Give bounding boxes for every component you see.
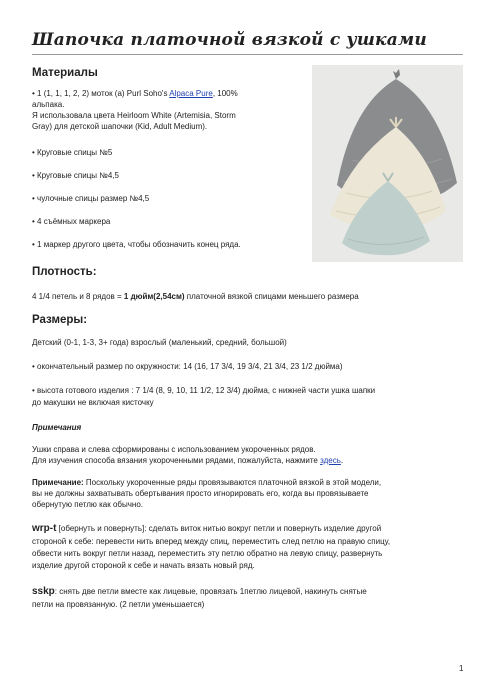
hats-photo	[312, 65, 463, 262]
sskp-definition: петли на провязанную. (2 петли уменьшается)	[32, 600, 205, 609]
materials-heading: Материалы	[32, 67, 98, 79]
wrpt-definition: изделие другой стороной к себе и начать вязать новый ряд.	[32, 561, 255, 570]
sizes-line: • высота готового изделия : 7 1/4 (8, 9, 10, 11 1/2, 12 3/4) дюйма, с нижней части ушка шапки	[32, 386, 376, 395]
notes-line: Ушки справа и слева сформированы с использованием укороченных рядов.	[32, 445, 316, 454]
gauge-heading: Плотность:	[32, 266, 97, 278]
note-paragraph: Примечание: Поскольку укороченные ряды провязываются платочной вязкой в этой модели,	[32, 478, 382, 487]
notes-line: Для изучения способа вязания укороченными рядами, пожалуйста, нажмите здесь.	[32, 456, 344, 465]
material-item: • 4 съёмных маркера	[32, 217, 111, 226]
sskp-definition: sskp: снять две петли вместе как лицевые, провязать 1петлю лицевой, накинуть снятые	[32, 586, 367, 597]
gauge-text: 4 1/4 петель и 8 рядов = 1 дюйм(2,54см) платочной вязкой спицами меньшего размера	[32, 292, 359, 301]
materials-yarn-line: • 1 (1, 1, 1, 2, 2) моток (a) Purl Soho's Alpaca Pure, 100%	[32, 89, 238, 98]
alpaca-pure-link[interactable]: Alpaca Pure	[169, 89, 213, 98]
material-item: • чулочные спицы размер №4,5	[32, 194, 150, 203]
material-item: • 1 маркер другого цвета, чтобы обозначить конец ряда.	[32, 240, 241, 249]
note-paragraph: обернутую петлю как обычно.	[32, 500, 144, 509]
wrpt-definition: wrp-t [обернуть и повернуть]: сделать виток нитью вокруг петли и повернуть изделие другой	[32, 523, 382, 534]
knitted-hats-image	[312, 65, 463, 262]
materials-yarn-line4: Gray) для детской шапочки (Kid, Adult Medium).	[32, 122, 208, 131]
sizes-line: до макушки не включая кисточку	[32, 398, 154, 407]
notes-heading: Примечания	[32, 423, 82, 432]
note-paragraph: вы не должны захватывать обертывания просто игнорировать его, когда вы провязываете	[32, 489, 369, 498]
wrpt-definition: стороной к себе: перевести нить вперед между спиц, переместить след петлю на правую спицу,	[32, 537, 391, 546]
wrpt-definition: обвести нить вокруг петли назад, переместить эту петлю обратно на левую спицу, развернуть	[32, 549, 383, 558]
page-number: 1	[459, 664, 464, 673]
materials-yarn-line2: альпака.	[32, 100, 65, 109]
sizes-line: Детский (0-1, 1-3, 3+ года) взрослый (маленький, средний, большой)	[32, 338, 287, 347]
sizes-line: • окончательный размер по окружности: 14 (16, 17 3/4, 19 3/4, 21 3/4, 23 1/2 дюйма)	[32, 362, 343, 371]
materials-yarn-line3: Я использовала цвета Heirloom White (Artemisia, Storm	[32, 111, 236, 120]
page-title: Шапочка платочной вязкой с ушками	[32, 30, 463, 55]
material-item: • Круговые спицы №5	[32, 148, 113, 157]
material-item: • Круговые спицы №4,5	[32, 171, 119, 180]
sizes-heading: Размеры:	[32, 314, 88, 326]
short-rows-link[interactable]: здесь	[320, 456, 341, 465]
